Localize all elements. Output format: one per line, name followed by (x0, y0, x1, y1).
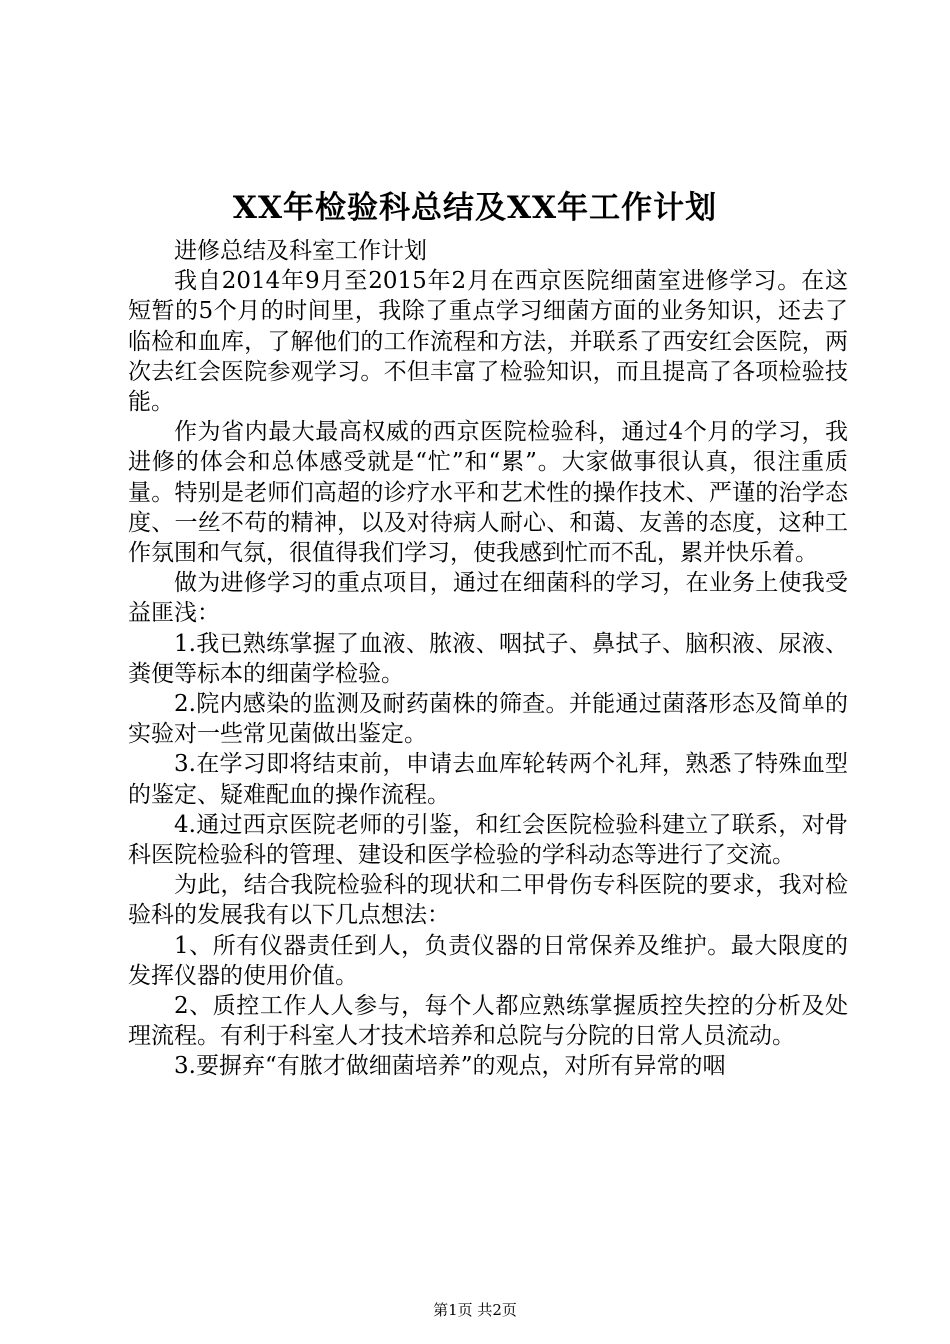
paragraph: 做为进修学习的重点项目，通过在细菌科的学习，在业务上使我受益匪浅： (128, 570, 848, 627)
list-item: 2、质控工作人人参与，每个人都应熟练掌握质控失控的分析及处理流程。有利于科室人才技术培养和总院与分院的日常人员流动。 (128, 993, 848, 1050)
paragraph: 为此，结合我院检验科的现状和二甲骨伤专科医院的要求，我对检验科的发展我有以下几点想法： (128, 872, 848, 929)
list-item: 1、所有仪器责任到人，负责仪器的日常保养及维护。最大限度的发挥仪器的使用价值。 (128, 932, 848, 989)
document-title: XX年检验科总结及XX年工作计划 (232, 190, 718, 226)
list-item: 2.院内感染的监测及耐药菌株的筛查。并能通过菌落形态及简单的实验对一些常见菌做出鉴定。 (128, 691, 848, 748)
document-body (128, 236, 848, 1082)
page-footer: 第1页 共2页 (433, 1301, 517, 1319)
paragraph: 我自2014年9月至2015年2月在西京医院细菌室进修学习。在这短暂的5个月的时间里，我除了重点学习细菌方面的业务知识，还去了临检和血库，了解他们的工作流程和方法，并联系了西安红会医院，两次去红会医院参观学习。不但丰富了检验知识，而且提高了各项检验技能。 (128, 268, 848, 416)
paragraph: 作为省内最大最高权威的西京医院检验科，通过4个月的学习，我进修的体会和总体感受就是“忙”和“累”。大家做事很认真，很注重质量。特别是老师们高超的诊疗水平和艺术性的操作技术、严谨的治学态度、一丝不苟的精神，以及对待病人耐心、和蔼、友善的态度，这种工作氛围和气氛，很值得我们学习，使我感到忙而不乱，累并快乐着。 (128, 419, 848, 567)
list-item: 4.通过西京医院老师的引鉴，和红会医院检验科建立了联系，对骨科医院检验科的管理、建设和医学检验的学科动态等进行了交流。 (128, 811, 848, 869)
paragraph-subtitle: 进修总结及科室工作计划 (174, 238, 427, 264)
list-item: 3.要摒弃“有脓才做细菌培养”的观点，对所有异常的咽 (174, 1053, 726, 1080)
list-item: 3.在学习即将结束前，申请去血库轮转两个礼拜，熟悉了特殊血型的鉴定、疑难配血的操作流程。 (128, 751, 848, 808)
list-item: 1.我已熟练掌握了血液、脓液、咽拭子、鼻拭子、脑积液、尿液、粪便等标本的细菌学检验。 (128, 630, 848, 687)
